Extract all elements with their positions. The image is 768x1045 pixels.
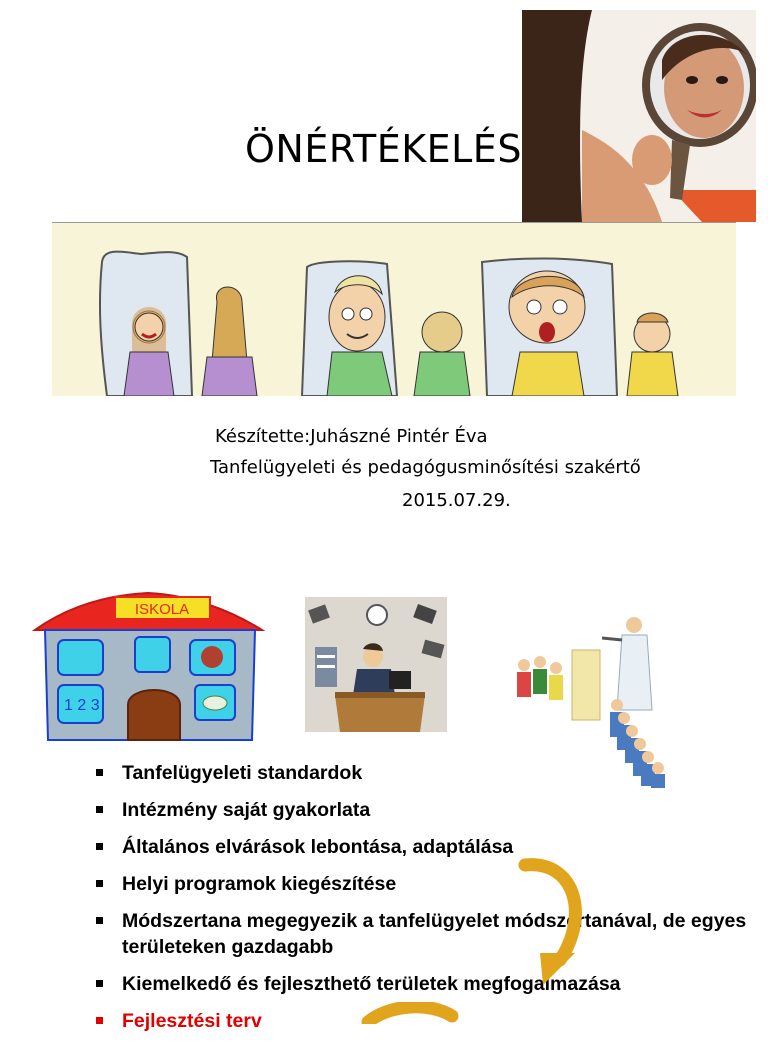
- slide-title: ÖNÉRTÉKELÉS: [245, 127, 522, 171]
- bullet-item: Kiemelkedő és fejleszthető területek megfogalmazása: [96, 971, 756, 997]
- curved-arrow-icon: [505, 855, 590, 995]
- bullet-item: Intézmény saját gyakorlata: [96, 797, 756, 823]
- bullet-item: Általános elvárások lebontása, adaptálása: [96, 834, 756, 860]
- bullet-item: Tanfelügyeleti standardok: [96, 760, 756, 786]
- bullet-item-highlighted: Fejlesztési terv: [96, 1008, 756, 1034]
- mirror-photo: [522, 10, 756, 222]
- bullet-item: Helyi programok kiegészítése: [96, 871, 756, 897]
- author-role: Tanfelügyeleti és pedagógusminősítési szakértő: [210, 457, 641, 478]
- school-sign: ISKOLA: [134, 601, 190, 618]
- busy-office-clipart: [305, 597, 447, 732]
- presentation-date: 2015.07.29.: [402, 490, 511, 511]
- curved-arrow-icon: [360, 1002, 460, 1024]
- svg-text:1 2 3: 1 2 3: [64, 697, 100, 714]
- bullet-item: Módszertana megegyezik a tanfelügyelet módszertanával, de egyes területeken gazdagabb: [96, 908, 756, 960]
- school-drawing: [30, 585, 265, 745]
- author-line: Készítette:Juhászné Pintér Éva: [215, 426, 488, 447]
- mirror-cartoon-strip: [52, 222, 736, 396]
